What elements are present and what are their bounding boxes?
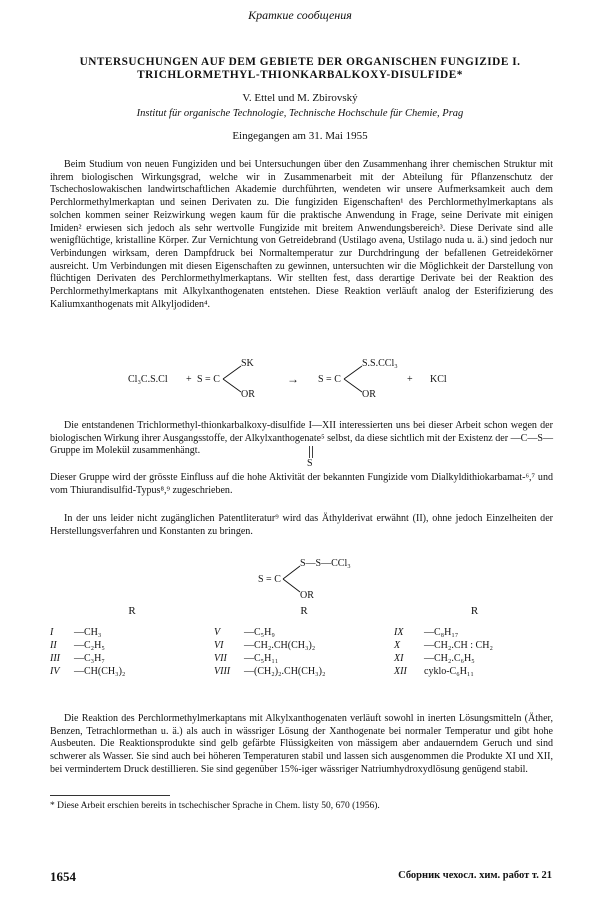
column-header: R <box>470 605 479 617</box>
paragraph-disulfide: Die entstandenen Trichlormethyl-thionkarbalkoxy-disulfide I—XII interessierten uns bei dieser Arbeit schon wegen der biologischen Wirkung ihrer Ausgangsstoffe, der Alkylxanthogenate⁵ selbst, da diese sichtlich mit der Existenz der —C—S— Gruppe im Molekül zusammenhängt. <box>50 420 553 457</box>
byproduct-kcl: KCl <box>430 374 447 385</box>
compound-number: VIII <box>214 666 231 677</box>
compound-number: V <box>214 627 221 638</box>
product-bonds <box>342 362 366 396</box>
substituent: —CH₂.CH(CH₃)₂ <box>244 640 316 651</box>
page-number: 1654 <box>50 869 76 884</box>
table-row <box>50 666 555 679</box>
reactant-perchlormethylmerkaptan: Cl₃C.S.Cl <box>128 374 168 385</box>
compound-number: X <box>394 640 401 651</box>
received-date: Eingegangen am 31. Mai 1955 <box>232 130 368 142</box>
authors: V. Ettel und M. Zbirovský <box>242 92 358 104</box>
bond-line <box>344 366 362 379</box>
substituent: cyklo-C₆H₁₁ <box>424 666 474 677</box>
paragraph-patent: In der uns leider nicht zugänglichen Patentliteratur⁹ wird das Äthylderivat erwähnt (II), ohne jedoch Einzelheiten der Herstellungsverfahren und Konstanten zu bringen. <box>50 513 553 537</box>
substituent: —C₈H₁₇ <box>424 627 459 638</box>
bond-line <box>223 366 241 379</box>
substituent: —CH(CH₃)₂ <box>74 666 126 677</box>
xanthogenate-top: SK <box>241 358 254 369</box>
plus-sign: + <box>407 374 413 385</box>
bond-line <box>344 379 362 392</box>
column-header: R <box>128 605 136 617</box>
xanthogenate-bonds <box>221 362 245 396</box>
table-header-row <box>50 605 555 627</box>
substituent-table <box>50 605 555 679</box>
compound-number: III <box>50 653 60 664</box>
compound-number: II <box>50 640 57 651</box>
compound-number: XII <box>394 666 407 677</box>
institution: Institut für organische Technologie, Technische Hochschule für Chemie, Prag <box>136 108 464 119</box>
structure-left: S = C <box>258 574 281 585</box>
compound-number: I <box>50 627 54 638</box>
article-title <box>40 56 560 82</box>
bond-line <box>223 379 241 392</box>
title-line-1: UNTERSUCHUNGEN AUF DEM GEBIETE DER ORGANISCHEN FUNGIZIDE I. <box>79 56 521 68</box>
table-row <box>50 627 555 640</box>
plus-sign: + <box>186 374 192 385</box>
paragraph-reaction: Die Reaktion des Perchlormethylmerkaptans mit Alkylxanthogenaten verläuft sowohl in inerten Lösungsmitteln (Äther, Benzen, Tetrachlormethan u. ä.) als auch in wässriger Lösung der Xanthogenate bei normaler Temperatur und gibt hohe Ausbeuten. Die Reaktionsprodukte sind gelb gefärbte Flüssigkeiten von mässigem aber andauerndem Geruch und sind schwerer als Wasser. Sie sind auch bei höheren Temperaturen stabil und lassen sich ausgenommen die Produkte XI und XII, bei vermindertem Druck destillieren. Sie sind gegenüber 15%-iger wässriger Natriumhydroxydlösung genügend stabil. <box>50 713 553 775</box>
xanthogenate-bottom: OR <box>241 389 255 400</box>
structure-bonds <box>281 562 303 596</box>
substituent: —C₅H₁₁ <box>244 653 279 664</box>
table-row <box>50 640 555 653</box>
bond-line <box>283 566 300 579</box>
product-left: S = C <box>318 374 341 385</box>
compound-number: XI <box>394 653 404 664</box>
paragraph-group: Dieser Gruppe wird der grösste Einfluss auf die hohe Aktivität der bekannten Fungizide vom Dialkyldithiokarbamat-⁶,⁷ und vom Thiurandisulfid-Typus⁸,⁹ zugeschrieben. <box>50 472 553 496</box>
product-bottom: OR <box>362 389 376 400</box>
substituent: —C₂H₅ <box>74 640 105 651</box>
compound-number: IX <box>394 627 404 638</box>
substituent: —CH₂.C₆H₅ <box>424 653 475 664</box>
substituent: —C₃H₇ <box>74 653 105 664</box>
compound-number: IV <box>50 666 60 677</box>
substituent: —(CH₂)₂.CH(CH₃)₂ <box>244 666 326 677</box>
section-header: Краткие сообщения <box>248 8 352 22</box>
title-line-2: TRICHLORMETHYL-THIONKARBALKOXY-DISULFIDE* <box>137 69 463 81</box>
paragraph-intro: Beim Studium von neuen Fungiziden und bei Untersuchungen über den Zusammenhang ihrer chemischen Struktur mit ihrem biologischen Wirkungsgrad, welche wir in Zusammenarbeit mit der Abteilung für Pflanzenschutz der Tschechoslowakischen landwirtschaftlichen Akademie durchführten, wendeten wir unsere Aufmerksamkeit auch dem Perchlormethylmerkaptan und seinen Derivaten zu. Die fungiziden Eigenschaften¹ des Perchlormethylmerkaptans als solchen kommen seiner Reizwirkung wegen kaum für die praktische Anwendung in Frage, seine Derivate mit einigen Imiden² erwiesen sich jedoch als sehr wertvolle Fungizide mit breitem Anwendungsbereich³. Diese Derivate sind alle wenigflüchtige, kristalline Körper. Zur Vernichtung von Getreidebrand (Ustilago avena, Ustilago nuda u. ä.) sind jedoch nur Verbindungen wirksam, deren Dampfdruck bei Normaltemperatur zur Durchdringung der befallenen Getreidekörner ausreicht. Um Verbindungen mit diesen Eigenschaften zu gewinnen, untersuchten wir die Möglichkeit der Darstellung von flüchtigen Derivaten des Perchlormethylmerkaptans. Wir stellten fest, dass derartige Derivate bei der Reaktion des Perchlormethylmerkaptans mit Alkylxanthogenaten entstehen. Diese Reaktion verläuft analog der Esterifizierung des Kaliumxanthogenats mit Alkyljodiden⁴. <box>50 159 553 310</box>
substituent: —CH₃ <box>74 627 102 638</box>
structure-top: S—S—CCl₃ <box>300 558 351 569</box>
footnote-divider <box>50 795 170 796</box>
reaction-arrow: → <box>287 372 299 386</box>
group-sulfur-label: S <box>307 458 313 469</box>
column-header: R <box>300 605 308 617</box>
compound-number: VII <box>214 653 227 664</box>
substituent: —CH₂.CH : CH₂ <box>424 640 493 651</box>
substituent: —C₅H₉ <box>244 627 275 638</box>
compound-number: VI <box>214 640 224 651</box>
structure-bottom: OR <box>300 590 314 601</box>
double-bond-mark <box>307 445 315 459</box>
bond-line <box>283 579 300 592</box>
table-row <box>50 653 555 666</box>
product-top: S.S.CCl₃ <box>362 358 398 369</box>
journal-name: Сборник чехосл. хим. работ т. 21 <box>398 870 552 881</box>
xanthogenate-left: S = C <box>197 374 220 385</box>
footnote: * Diese Arbeit erschien bereits in tschechischer Sprache in Chem. listy 50, 670 (1956). <box>50 801 380 811</box>
